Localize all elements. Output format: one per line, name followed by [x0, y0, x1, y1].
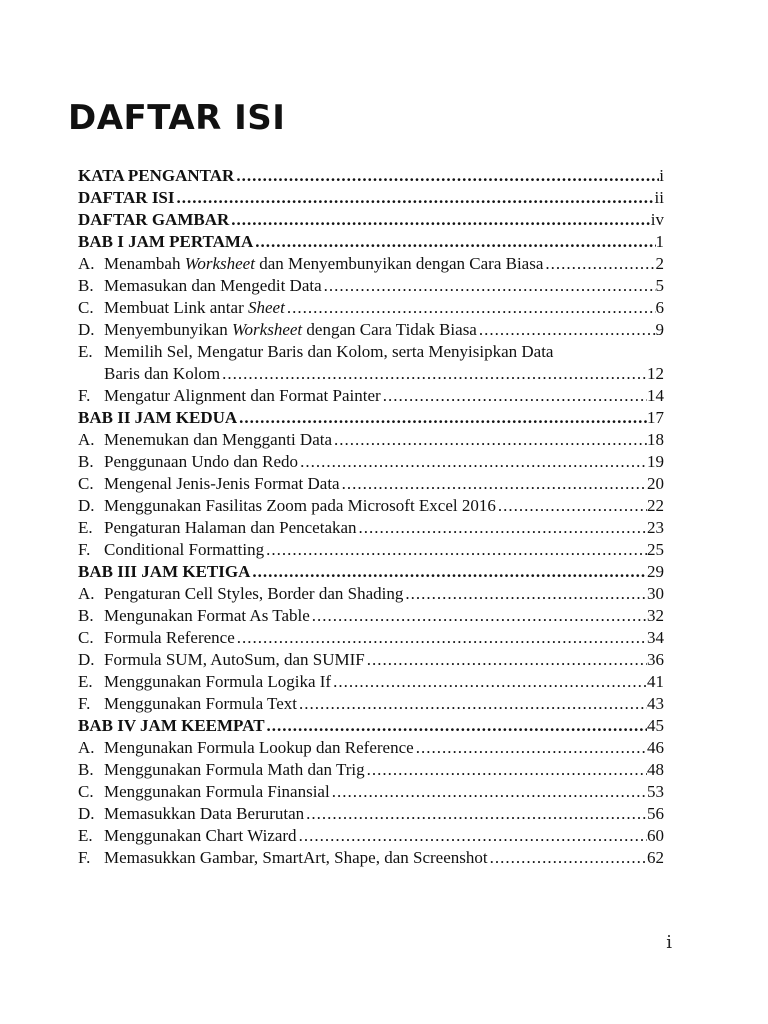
toc-title-text: Menggunakan Formula Logika If [104, 672, 332, 691]
toc-page-number: 9 [655, 320, 664, 339]
toc-title-text: Memasukkan Data Berurutan [104, 804, 305, 823]
toc-section-title [104, 429, 332, 451]
toc-page-number: 62 [647, 848, 664, 867]
toc-section-title [104, 275, 322, 297]
toc-section-letter: C. [78, 298, 94, 317]
toc-section-title [104, 297, 285, 319]
toc-leader-dots [234, 165, 659, 187]
toc-chapter-title: DAFTAR ISI [78, 188, 175, 207]
toc-section-letter: A. [78, 584, 95, 603]
toc-section-letter: C. [78, 474, 94, 493]
toc-page-number: 12 [647, 364, 664, 383]
toc-leader-dots [310, 605, 647, 627]
toc-section-letter: B. [78, 452, 94, 471]
toc-chapter-title: BAB IV JAM KEEMPAT [78, 716, 265, 735]
toc-section-letter: E. [78, 342, 93, 361]
toc-page-number: 43 [647, 694, 664, 713]
toc-leader-dots [340, 473, 647, 495]
toc-leader-dots [298, 451, 647, 473]
toc-title-text: Memasukkan Gambar, SmartArt, Shape, dan Screenshot [104, 848, 488, 867]
toc-section-entry[interactable] [78, 737, 664, 759]
toc-section-letter: F. [78, 848, 91, 867]
toc-section-title [104, 759, 365, 781]
toc-section-letter: B. [78, 606, 94, 625]
toc-chapter-title: KATA PENGANTAR [78, 166, 235, 185]
toc-chapter-entry[interactable] [78, 715, 664, 737]
toc-section-entry[interactable] [78, 473, 664, 495]
toc-title-italic: Worksheet [184, 254, 255, 273]
toc-leader-dots [496, 495, 647, 517]
toc-section-letter: C. [78, 782, 94, 801]
toc-leader-dots [265, 715, 647, 737]
toc-leader-dots [297, 825, 647, 847]
toc-title-text: Memasukan dan Mengedit Data [104, 276, 322, 295]
toc-title-text: Penggunaan Undo dan Redo [104, 452, 299, 471]
toc-chapter-entry[interactable] [78, 187, 664, 209]
toc-chapter-title: DAFTAR GAMBAR [78, 210, 230, 229]
toc-section-title: Baris dan Kolom [104, 364, 221, 383]
toc-section-entry[interactable] [78, 649, 664, 671]
toc-leader-dots [543, 253, 655, 275]
toc-leader-dots [488, 847, 647, 869]
toc-page-number: 6 [655, 298, 664, 317]
page-title: DAFTAR ISI [68, 98, 286, 138]
toc-leader-dots [285, 297, 656, 319]
toc-leader-dots [403, 583, 647, 605]
toc-chapter-title: BAB III JAM KETIGA [78, 562, 251, 581]
toc-page-number: 29 [647, 562, 664, 581]
toc-section-entry-continued[interactable] [78, 363, 664, 385]
toc-title-text: Menemukan dan Mengganti Data [104, 430, 333, 449]
toc-page-number: 1 [655, 232, 664, 251]
toc-leader-dots [237, 407, 647, 429]
toc-section-title [104, 737, 414, 759]
toc-section-entry[interactable] [78, 627, 664, 649]
toc-page-number: 19 [647, 452, 664, 471]
toc-section-entry[interactable] [78, 319, 664, 341]
toc-section-title [104, 605, 310, 627]
toc-leader-dots [330, 781, 647, 803]
toc-section-letter: B. [78, 760, 94, 779]
toc-section-entry[interactable] [78, 803, 664, 825]
toc-section-title [104, 539, 264, 561]
toc-section-title: Memilih Sel, Mengatur Baris dan Kolom, serta Menyisipkan Data [104, 342, 554, 361]
toc-page-number: 45 [647, 716, 664, 735]
toc-leader-dots [235, 627, 647, 649]
toc-section-entry[interactable] [78, 297, 664, 319]
toc-title-text: Mengunakan Format As Table [104, 606, 310, 625]
toc-page-number: 30 [647, 584, 664, 603]
toc-page-number: 53 [647, 782, 664, 801]
table-of-contents [78, 165, 664, 869]
toc-leader-dots [175, 187, 655, 209]
toc-title-text: Menggunakan Chart Wizard [104, 826, 297, 845]
toc-leader-dots [365, 759, 647, 781]
toc-section-letter: D. [78, 650, 95, 669]
toc-page-number: 25 [647, 540, 664, 559]
toc-title-text: dan Menyembunyikan dengan Cara Biasa [254, 254, 544, 273]
toc-page-number: 48 [647, 760, 664, 779]
toc-section-title [104, 495, 496, 517]
toc-chapter-title: BAB I JAM PERTAMA [78, 232, 254, 251]
toc-section-title [104, 803, 304, 825]
toc-section-entry[interactable] [78, 495, 664, 517]
toc-page-number: 17 [647, 408, 664, 427]
toc-title-text: Pengaturan Halaman dan Pencetakan [104, 518, 357, 537]
toc-section-letter: E. [78, 518, 93, 537]
toc-leader-dots [414, 737, 647, 759]
toc-section-letter: A. [78, 738, 95, 757]
toc-page-number: 18 [647, 430, 664, 449]
toc-page-number: 14 [647, 386, 664, 405]
toc-title-text: Menggunakan Fasilitas Zoom pada Microsoft Excel 2016 [104, 496, 496, 515]
toc-section-title [104, 517, 357, 539]
toc-section-entry[interactable] [78, 605, 664, 627]
toc-leader-dots [357, 517, 647, 539]
toc-section-entry[interactable] [78, 385, 664, 407]
toc-leader-dots [229, 209, 651, 231]
toc-page-number: 22 [647, 496, 664, 515]
toc-chapter-title: BAB II JAM KEDUA [78, 408, 238, 427]
toc-leader-dots [331, 671, 647, 693]
toc-section-entry[interactable] [78, 693, 664, 715]
toc-chapter-entry[interactable] [78, 407, 664, 429]
toc-chapter-entry[interactable] [78, 209, 664, 231]
toc-leader-dots [264, 539, 647, 561]
toc-leader-dots [322, 275, 656, 297]
toc-section-entry[interactable] [78, 517, 664, 539]
toc-section-title [104, 451, 298, 473]
toc-title-text: Membuat Link antar [104, 298, 248, 317]
toc-section-title [104, 319, 477, 341]
toc-section-letter: D. [78, 496, 95, 515]
toc-title-text: Conditional Formatting [104, 540, 265, 559]
toc-section-entry[interactable] [78, 539, 664, 561]
toc-page-number: 46 [647, 738, 664, 757]
toc-page-number: 20 [647, 474, 664, 493]
toc-section-title [104, 253, 543, 275]
toc-section-entry[interactable] [78, 781, 664, 803]
toc-title-text: Menggunakan Formula Math dan Trig [104, 760, 365, 779]
toc-section-title [104, 847, 488, 869]
toc-section-entry[interactable] [78, 759, 664, 781]
toc-section-entry[interactable] [78, 341, 664, 363]
toc-section-entry[interactable] [78, 847, 664, 869]
toc-page-number: ii [654, 188, 664, 207]
toc-section-title [104, 473, 340, 495]
toc-title-text: Mengatur Alignment dan Format Painter [104, 386, 381, 405]
toc-section-title [104, 649, 365, 671]
page-number: i [666, 932, 672, 953]
toc-page-number: 5 [655, 276, 664, 295]
toc-leader-dots [332, 429, 647, 451]
toc-section-letter: B. [78, 276, 94, 295]
toc-section-entry[interactable] [78, 583, 664, 605]
toc-section-letter: A. [78, 430, 95, 449]
toc-page-number: i [659, 166, 664, 185]
toc-page-number: 36 [647, 650, 664, 669]
toc-section-title [104, 671, 331, 693]
toc-title-text: Mengenal Jenis-Jenis Format Data [104, 474, 340, 493]
toc-page-number: 34 [647, 628, 664, 647]
toc-title-text: Menambah [104, 254, 185, 273]
toc-leader-dots [253, 231, 655, 253]
toc-section-title [104, 627, 235, 649]
toc-section-letter: F. [78, 386, 91, 405]
toc-section-letter: E. [78, 672, 93, 691]
toc-leader-dots [365, 649, 647, 671]
toc-title-text: Menggunakan Formula Finansial [104, 782, 330, 801]
toc-section-title [104, 385, 381, 407]
toc-page-number: 41 [647, 672, 664, 691]
toc-page-number: 56 [647, 804, 664, 823]
toc-leader-dots [381, 385, 647, 407]
toc-section-title [104, 693, 297, 715]
toc-chapter-entry[interactable] [78, 561, 664, 583]
toc-section-letter: F. [78, 694, 91, 713]
toc-page-number: 32 [647, 606, 664, 625]
toc-page-number: 23 [647, 518, 664, 537]
toc-leader-dots [304, 803, 647, 825]
toc-chapter-entry[interactable] [78, 165, 664, 187]
toc-title-text: Menggunakan Formula Text [104, 694, 298, 713]
toc-section-entry[interactable] [78, 253, 664, 275]
toc-title-text: dengan Cara Tidak Biasa [302, 320, 477, 339]
toc-section-letter: A. [78, 254, 95, 273]
toc-title-text: Formula SUM, AutoSum, dan SUMIF [104, 650, 365, 669]
toc-title-text: Mengunakan Formula Lookup dan Reference [104, 738, 414, 757]
toc-leader-dots [477, 319, 656, 341]
toc-section-letter: F. [78, 540, 91, 559]
toc-page-number: 60 [647, 826, 664, 845]
toc-section-title [104, 583, 403, 605]
toc-section-entry[interactable] [78, 451, 664, 473]
toc-section-title [104, 825, 297, 847]
toc-page-number: 2 [655, 254, 664, 273]
toc-title-text: Formula Reference [104, 628, 235, 647]
toc-section-letter: C. [78, 628, 94, 647]
toc-section-letter: D. [78, 320, 95, 339]
toc-leader-dots [250, 561, 647, 583]
toc-chapter-entry[interactable] [78, 231, 664, 253]
toc-section-title [104, 781, 330, 803]
toc-title-italic: Sheet [248, 298, 285, 317]
toc-section-entry[interactable] [78, 671, 664, 693]
toc-title-text: Menyembunyikan [104, 320, 232, 339]
toc-section-entry[interactable] [78, 275, 664, 297]
toc-title-italic: Worksheet [231, 320, 303, 339]
toc-page-number: iv [650, 210, 664, 229]
toc-leader-dots [297, 693, 647, 715]
toc-title-text: Pengaturan Cell Styles, Border dan Shading [104, 584, 404, 603]
toc-leader-dots [220, 363, 647, 385]
toc-section-entry[interactable] [78, 429, 664, 451]
toc-section-letter: E. [78, 826, 93, 845]
toc-section-entry[interactable] [78, 825, 664, 847]
toc-section-letter: D. [78, 804, 95, 823]
